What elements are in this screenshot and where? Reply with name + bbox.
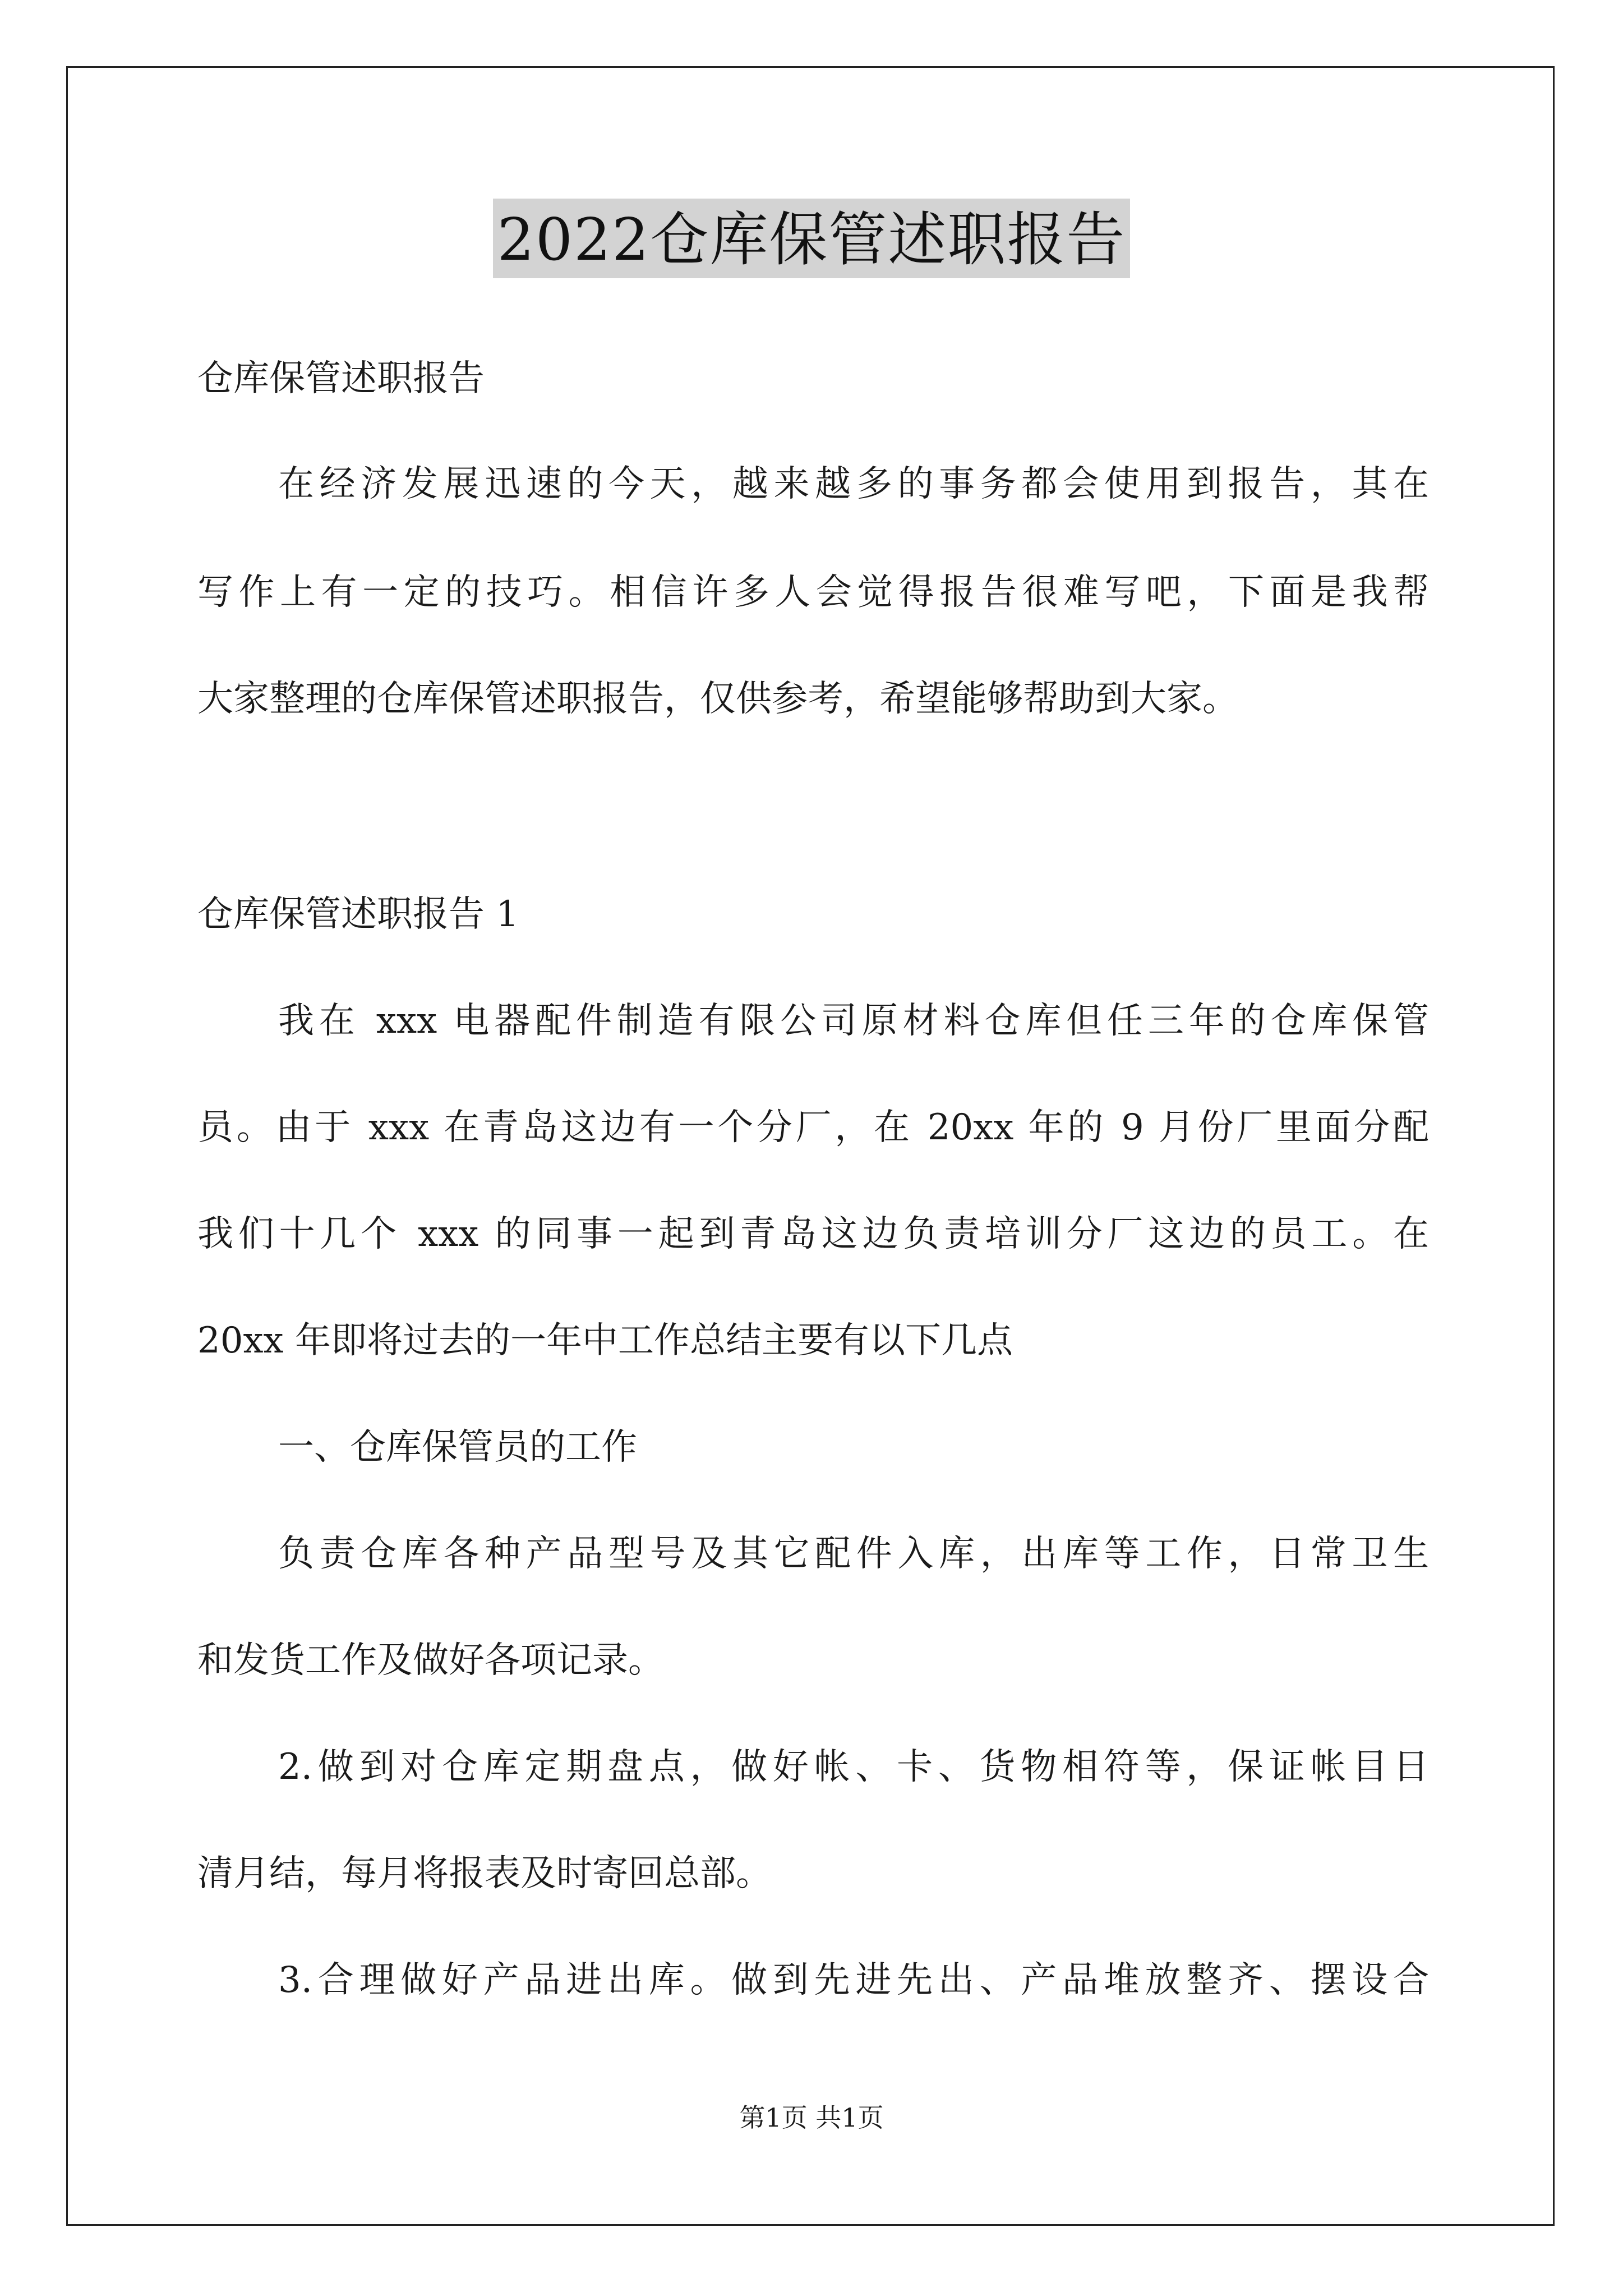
document-title: 2022仓库保管述职报告 [493, 199, 1131, 278]
paragraph-line: 20xx 年即将过去的一年中工作总结主要有以下几点 [197, 1320, 1013, 1361]
section-heading: 仓库保管述职报告 1 [197, 894, 519, 935]
paragraph-line: 清月结，每月将报表及时寄回总部。 [197, 1853, 772, 1894]
paragraph-line: 写作上有一定的技巧。相信许多人会觉得报告很难写吧，下面是我帮 [197, 572, 1429, 613]
paragraph-line: 负责仓库各种产品型号及其它配件入库，出库等工作，日常卫生 [278, 1533, 1429, 1575]
paragraph-line: 员。由于 xxx 在青岛这边有一个分厂，在 20xx 年的 9 月份厂里面分配 [197, 1107, 1429, 1148]
paragraph-line: 我在 xxx 电器配件制造有限公司原材料仓库但任三年的仓库保管 [278, 1000, 1429, 1042]
title-container [0, 199, 1623, 278]
paragraph-line: 我们十几个 xxx 的同事一起到青岛这边负责培训分厂这边的员工。在 [197, 1213, 1429, 1255]
paragraph-line: 大家整理的仓库保管述职报告，仅供参考，希望能够帮助到大家。 [197, 678, 1238, 720]
paragraph-line: 2.做到对仓库定期盘点，做好帐、卡、货物相符等，保证帐目日 [278, 1746, 1429, 1788]
section-heading: 仓库保管述职报告 [197, 358, 485, 399]
paragraph-line: 和发货工作及做好各项记录。 [197, 1640, 664, 1681]
subsection-heading: 一、仓库保管员的工作 [278, 1427, 637, 1468]
paragraph-line: 3.合理做好产品进出库。做到先进先出、产品堆放整齐、摆设合 [278, 1959, 1429, 2001]
paragraph-line: 在经济发展迅速的今天，越来越多的事务都会使用到报告，其在 [278, 463, 1429, 505]
page-footer: 第1页 共1页 [739, 2102, 884, 2133]
